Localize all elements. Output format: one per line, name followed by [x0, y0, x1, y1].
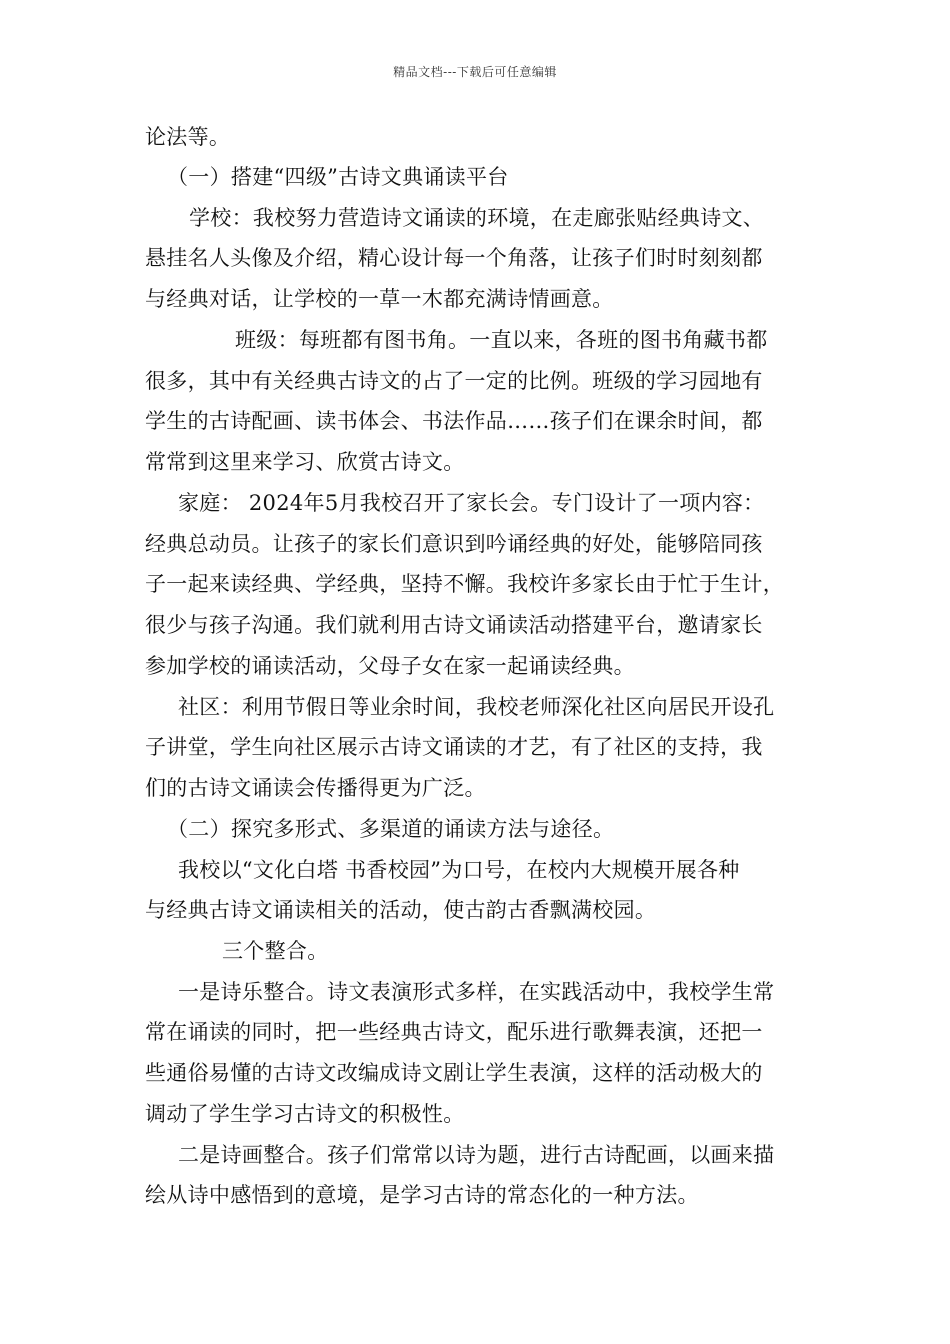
text-line: 绘从诗中感悟到的意境，是学习古诗的常态化的一种方法。 [145, 1183, 699, 1207]
text-line: 常在诵读的同时，把一些经典古诗文，配乐进行歌舞表演，还把一 [145, 1020, 763, 1044]
subheading: 三个整合。 [222, 939, 329, 963]
text-line: 参加学校的诵读活动，父母子女在家一起诵读经典。 [145, 654, 635, 678]
text-line: 子讲堂，学生向社区展示古诗文诵读的才艺，有了社区的支持，我 [145, 735, 763, 759]
text-line: 班级：每班都有图书角。一直以来，各班的图书角藏书都 [235, 328, 768, 352]
text-line: 很多，其中有关经典古诗文的占了一定的比例。班级的学习园地有 [145, 369, 763, 393]
text-line: 经典总动员。让孩子的家长们意识到吟诵经典的好处，能够陪同孩 [145, 532, 763, 556]
text-line: 学生的古诗配画、读书体会、书法作品……孩子们在课余时间，都 [145, 409, 763, 433]
text-line: 二是诗画整合。孩子们常常以诗为题，进行古诗配画，以画来描 [178, 1143, 775, 1167]
text-line: 调动了学生学习古诗文的积极性。 [145, 1102, 465, 1126]
text-line: 家庭： 2024年5月我校召开了家长会。专门设计了一项内容： [178, 491, 765, 515]
text-line: 悬挂名人头像及介绍，精心设计每一个角落，让孩子们时时刻刻都 [145, 246, 763, 270]
text-line: 常常到这里来学习、欣赏古诗文。 [145, 450, 465, 474]
section-heading: （二）探究多形式、多渠道的诵读方法与途径。 [167, 817, 615, 841]
text-line: 子一起来读经典、学经典，坚持不懈。我校许多家长由于忙于生计， [145, 572, 784, 596]
text-line: 论法等。 [145, 125, 231, 149]
text-line: 与经典古诗文诵读相关的活动，使古韵古香飘满校园。 [145, 898, 657, 922]
text-line: 与经典对话，让学校的一草一木都充满诗情画意。 [145, 287, 614, 311]
page-header: 精品文档---下载后可任意编辑 [393, 65, 557, 79]
text-line: 我校以“文化白塔 书香校园”为口号，在校内大规模开展各种 [178, 858, 740, 882]
text-line: 学校：我校努力营造诗文诵读的环境，在走廊张贴经典诗文、 [189, 206, 765, 230]
text-line: 社区：利用节假日等业余时间，我校老师深化社区向居民开设孔 [178, 695, 775, 719]
section-heading: （一）搭建“四级”古诗文典诵读平台 [167, 165, 509, 189]
text-line: 一是诗乐整合。诗文表演形式多样，在实践活动中，我校学生常 [178, 980, 775, 1004]
text-line: 们的古诗文诵读会传播得更为广泛。 [145, 776, 486, 800]
text-line: 些通俗易懂的古诗文改编成诗文剧让学生表演，这样的活动极大的 [145, 1061, 763, 1085]
text-line: 很少与孩子沟通。我们就利用古诗文诵读活动搭建平台，邀请家长 [145, 613, 763, 637]
